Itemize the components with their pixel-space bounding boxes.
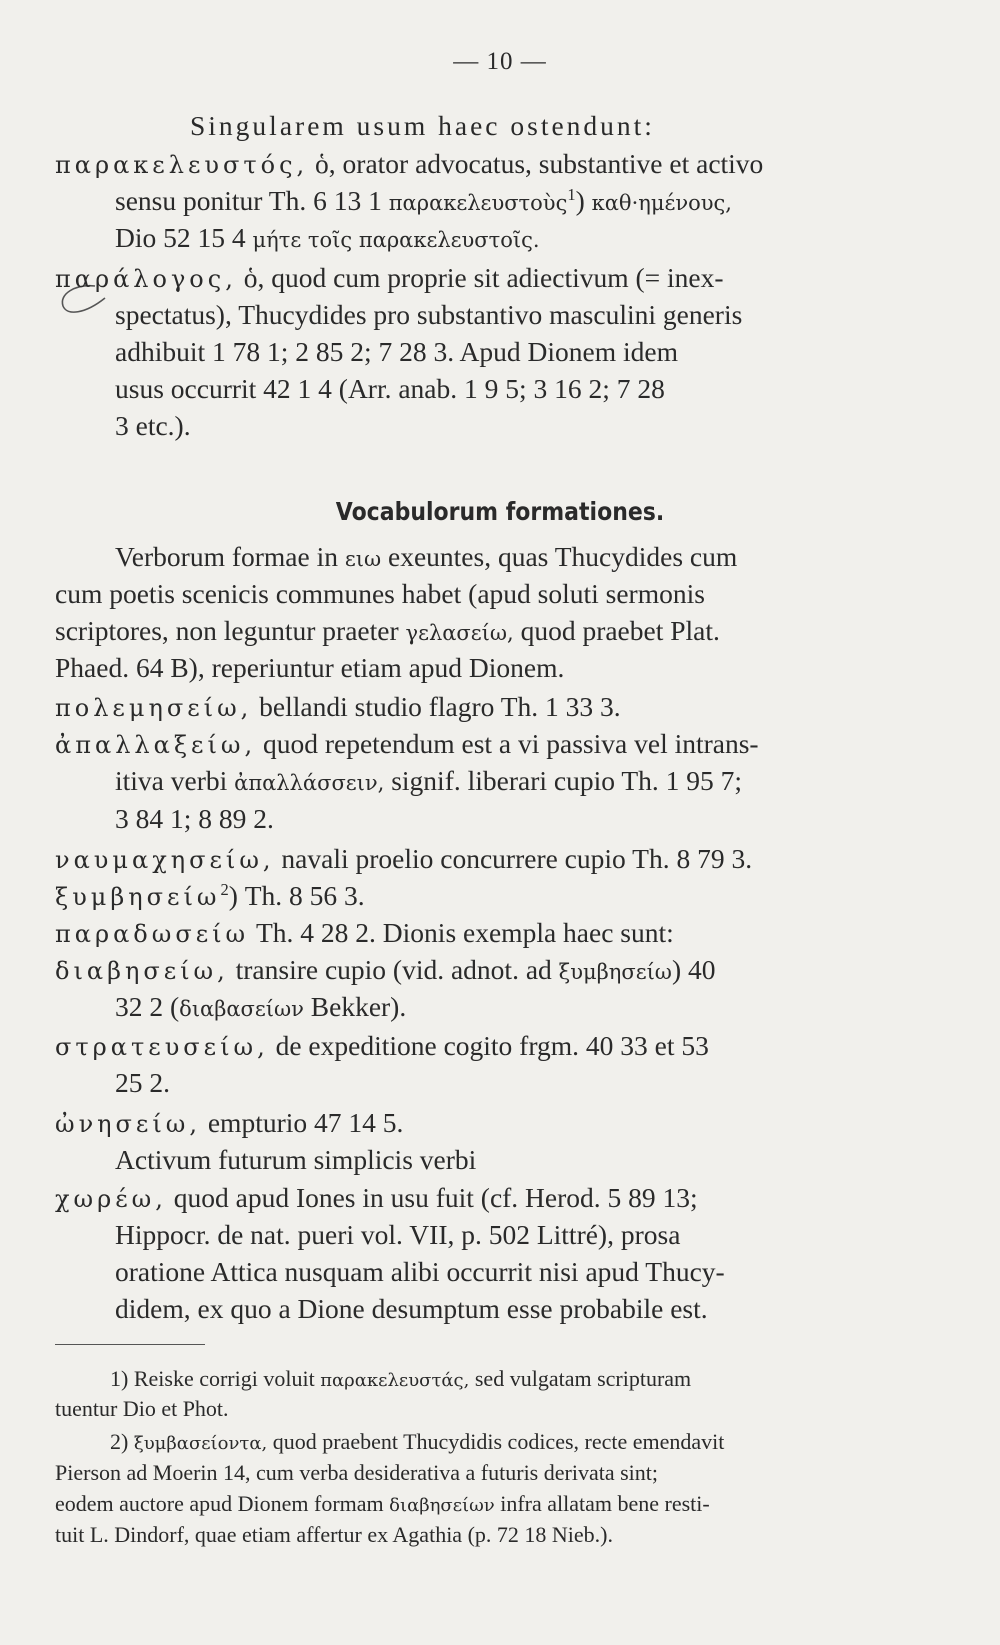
greek-term: διαβησείω, bbox=[55, 957, 229, 985]
greek-term: πολεμησείω, bbox=[55, 694, 253, 722]
text-line: didem, ex quo a Dione desumptum esse probabile est. bbox=[115, 1293, 708, 1324]
footnote-line: eodem auctore apud Dionem formam διαβησείων infra allatam bene resti- bbox=[55, 1491, 710, 1516]
greek-term: στρατευσείω, bbox=[55, 1033, 269, 1061]
footnote-line: tuit L. Dindorf, quae etiam affertur ex Agathia (p. 72 18 Nieb.). bbox=[55, 1522, 613, 1547]
text-line: Activum futurum simplicis verbi bbox=[115, 1144, 477, 1175]
text-line: sensu ponitur Th. 6 13 1 παρακελευστοὺς$^1$) καθ·ημένους, bbox=[115, 185, 732, 217]
greek-term: ξυμβησείω bbox=[55, 883, 221, 912]
entry-paralogos: παράλογος, ὁ, quod cum proprie sit adiectivum (= inex- bbox=[55, 262, 724, 293]
text-line: scriptores, non leguntur praeter γελασείω, quod praebet Plat. bbox=[55, 615, 720, 646]
paragraph-start: Verborum formae in ειω exeuntes, quas Thucydides cum bbox=[115, 541, 738, 572]
text-line: Dio 52 15 4 μήτε τοῖς παρακελευστοῖς. bbox=[115, 222, 540, 253]
footnote-2: 2) ξυμβασείοντα, quod praebent Thucydidis codices, recte emendavit bbox=[110, 1429, 725, 1454]
text-line: oratione Attica nusquam alibi occurrit nisi apud Thucy- bbox=[115, 1256, 725, 1287]
text-line: spectatus), Thucydides pro substantivo masculini generis bbox=[115, 299, 743, 330]
text-line: 25 2. bbox=[115, 1067, 170, 1098]
entry-oneseio: ὠνησείω, empturio 47 14 5. bbox=[55, 1107, 404, 1138]
entry-naumacheseio: ναυμαχησείω, navali proelio concurrere cupio Th. 8 79 3. bbox=[55, 843, 753, 874]
greek-term: παρακελευστός, bbox=[55, 151, 309, 179]
text-line: usus occurrit 42 1 4 (Arr. anab. 1 9 5; 3 16 2; 7 28 bbox=[115, 373, 665, 404]
entry-xymbeseio: ξυμβησείω$^2$) Th. 8 56 3. bbox=[55, 880, 365, 912]
entry-apallaxeio: ἀπαλλαξείω, quod repetendum est a vi passiva vel intrans- bbox=[55, 728, 759, 759]
section-heading: Vocabulorum formationes. bbox=[335, 497, 665, 526]
entry-diabeseio: διαβησείω, transire cupio (vid. adnot. ad ξυμβησείω) 40 bbox=[55, 954, 716, 985]
intro-line: Singularem usum haec ostendunt: bbox=[190, 110, 655, 141]
text-line: cum poetis scenicis communes habet (apud soluti sermonis bbox=[55, 578, 705, 609]
entry-parakeleustos: παρακελευστός, ὁ, orator advocatus, substantive et activo bbox=[55, 148, 764, 179]
greek-term: παραδωσείω bbox=[55, 920, 250, 948]
greek-term: παράλογος, bbox=[55, 265, 237, 293]
text-line: itiva verbi ἀπαλλάσσειν, signif. liberari cupio Th. 1 95 7; bbox=[115, 765, 743, 796]
footnote-line: Pierson ad Moerin 14, cum verba desiderativa a futuris derivata sint; bbox=[55, 1460, 658, 1485]
page-number: — 10 — bbox=[453, 48, 547, 75]
entry-paradoseio: παραδωσείω Th. 4 28 2. Dionis exempla haec sunt: bbox=[55, 917, 674, 948]
greek-term: ναυμαχησείω, bbox=[55, 846, 275, 874]
text-line: adhibuit 1 78 1; 2 85 2; 7 28 3. Apud Dionem idem bbox=[115, 336, 678, 367]
text-line: 3 etc.). bbox=[115, 410, 191, 441]
entry-strateuseio: στρατευσείω, de expeditione cogito frgm. 40 33 et 53 bbox=[55, 1030, 709, 1061]
greek-term: ὠνησείω, bbox=[55, 1110, 201, 1138]
text-line: 32 2 (διαβασείων Bekker). bbox=[115, 991, 407, 1022]
entry-choreo: χωρέω, quod apud Iones in usu fuit (cf. Herod. 5 89 13; bbox=[55, 1182, 698, 1213]
greek-term: ἀπαλλαξείω, bbox=[55, 731, 257, 759]
text-line: Hippocr. de nat. pueri vol. VII, p. 502 Littré), prosa bbox=[115, 1219, 681, 1250]
footnote-line: tuentur Dio et Phot. bbox=[55, 1396, 229, 1421]
footnote-1: 1) Reiske corrigi voluit παρακελευστάς, sed vulgatam scripturam bbox=[110, 1366, 692, 1391]
entry-polemeseio: πολεμησείω, bellandi studio flagro Th. 1 33 3. bbox=[55, 691, 621, 722]
text-line: Phaed. 64 B), reperiuntur etiam apud Dionem. bbox=[55, 652, 565, 683]
greek-term: χωρέω, bbox=[55, 1185, 167, 1213]
footnote-divider bbox=[55, 1344, 205, 1345]
text-line: 3 84 1; 8 89 2. bbox=[115, 803, 274, 834]
